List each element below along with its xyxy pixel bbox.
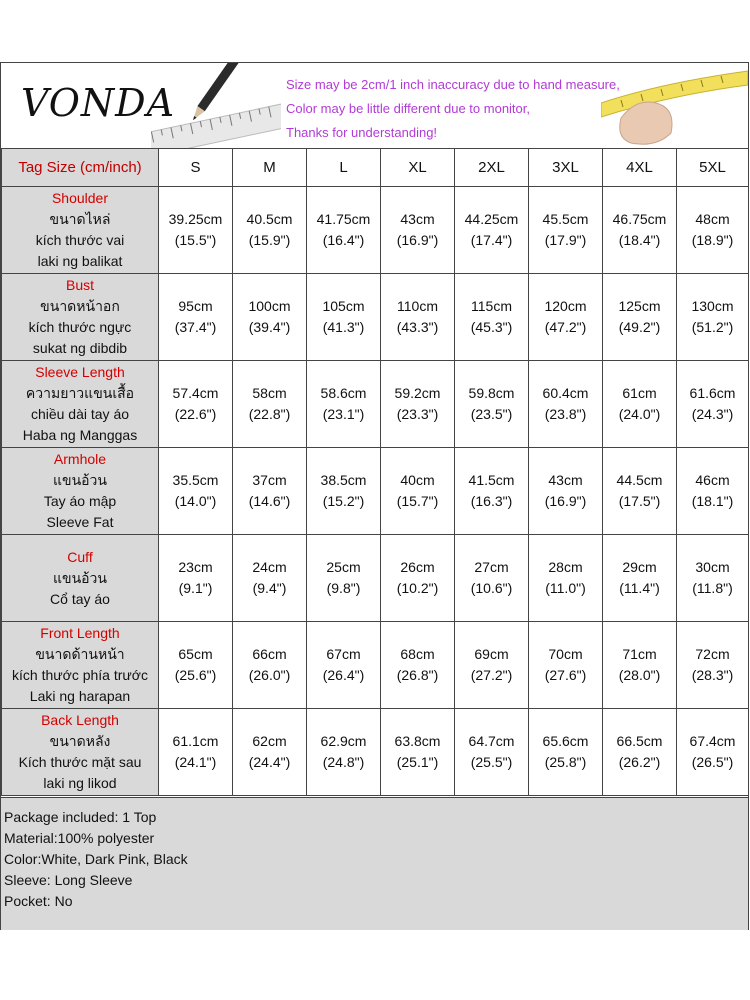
inch-value: (16.9") [544, 493, 587, 509]
inch-value: (26.2") [618, 754, 661, 770]
cm-value: 95cm [178, 298, 213, 314]
measurement-name: Front Length [40, 625, 120, 641]
cm-value: 125cm [618, 298, 661, 314]
cm-value: 48cm [695, 211, 730, 227]
measurement-cell [677, 361, 749, 448]
cm-value: 25cm [326, 559, 361, 575]
inch-value: (9.8") [326, 580, 361, 596]
cm-value: 24cm [252, 559, 287, 575]
disclaimer-notes [286, 73, 620, 145]
cm-value: 61.6cm [689, 385, 736, 401]
inch-value: (11.4") [619, 580, 660, 596]
cm-value: 35.5cm [172, 472, 219, 488]
cm-value: 43cm [400, 211, 435, 227]
measurement-cell [307, 361, 381, 448]
inch-value: (26.5") [691, 754, 734, 770]
measurement-cell [307, 535, 381, 622]
measurement-name: Cuff [67, 548, 93, 565]
cm-value: 27cm [474, 559, 509, 575]
cm-value: 61cm [622, 385, 657, 401]
inch-value: (23.8") [544, 406, 587, 422]
product-details [1, 797, 748, 930]
measuring-tape-icon [601, 63, 748, 148]
inch-value: (11.0") [545, 580, 586, 596]
cm-value: 110cm [397, 298, 438, 314]
cm-value: 65cm [178, 646, 213, 662]
inch-value: (18.4") [618, 232, 661, 248]
measurement-cell [159, 361, 233, 448]
measurement-translation: kích thước phía trước [12, 667, 148, 683]
inch-value: (9.1") [178, 580, 213, 596]
size-header: 5XL [677, 149, 749, 187]
cm-value: 72cm [695, 646, 730, 662]
measurement-cell [455, 448, 529, 535]
cm-value: 67cm [326, 646, 361, 662]
measurement-row [2, 187, 749, 274]
measurement-cell [603, 709, 677, 796]
measurement-cell [233, 622, 307, 709]
measurement-cell [307, 187, 381, 274]
size-header: 4XL [603, 149, 677, 187]
measurement-translation: แขนอ้วน [52, 569, 107, 586]
measurement-cell [677, 448, 749, 535]
measurement-cell [529, 709, 603, 796]
inch-value: (16.3") [470, 493, 513, 509]
measurement-translation: sukat ng dibdib [32, 340, 128, 356]
inch-value: (17.9") [544, 232, 587, 248]
cm-value: 26cm [400, 559, 435, 575]
measurement-label [2, 448, 159, 535]
inch-value: (45.3") [470, 319, 513, 335]
inch-value: (14.0") [174, 493, 217, 509]
inch-value: (37.4") [174, 319, 217, 335]
cm-value: 63.8cm [394, 733, 441, 749]
measurement-cell [159, 709, 233, 796]
inch-value: (23.3") [396, 406, 439, 422]
cm-value: 30cm [695, 559, 730, 575]
cm-value: 62.9cm [320, 733, 367, 749]
measurement-translation: Laki ng harapan [29, 688, 131, 704]
cm-value: 69cm [474, 646, 509, 662]
inch-value: (25.5") [470, 754, 513, 770]
table-body [2, 187, 749, 796]
measurement-cell [233, 709, 307, 796]
inch-value: (11.8") [692, 580, 733, 596]
cm-value: 41.75cm [316, 211, 371, 227]
measurement-cell [455, 361, 529, 448]
size-header: 2XL [455, 149, 529, 187]
measurement-cell [677, 274, 749, 361]
pencil-ruler-icon [151, 63, 281, 148]
measurement-cell [455, 187, 529, 274]
inch-value: (15.9") [248, 232, 291, 248]
measurement-cell [233, 535, 307, 622]
inch-value: (49.2") [618, 319, 661, 335]
measurement-row [2, 622, 749, 709]
measurement-translation: kích thước vai [35, 232, 125, 248]
measurement-translation: laki ng balikat [37, 253, 123, 269]
measurement-cell [603, 622, 677, 709]
cm-value: 67.4cm [689, 733, 736, 749]
measurement-cell [455, 535, 529, 622]
size-header: 3XL [529, 149, 603, 187]
brand-logo: VONDA [21, 81, 176, 125]
measurement-label [2, 535, 159, 622]
inch-value: (9.4") [252, 580, 287, 596]
measurement-translation: Sleeve Fat [46, 514, 114, 530]
inch-value: (18.1") [691, 493, 734, 509]
inch-value: (27.2") [470, 667, 513, 683]
cm-value: 46.75cm [612, 211, 667, 227]
measurement-translation: Cổ tay áo [50, 590, 110, 607]
cm-value: 29cm [622, 559, 657, 575]
inch-value: (27.6") [544, 667, 587, 683]
measurement-translation: ความยาวแขนเสื้อ [25, 385, 135, 401]
measurement-cell [307, 622, 381, 709]
inch-value: (25.6") [174, 667, 217, 683]
measurement-cell [603, 535, 677, 622]
tag-size-header: Tag Size (cm/inch) [2, 149, 159, 187]
measurement-translation: Kích thước mặt sau [18, 754, 142, 770]
measurement-label [2, 622, 159, 709]
cm-value: 59.8cm [468, 385, 515, 401]
measurement-row [2, 709, 749, 796]
detail-line: Package included: 1 Top [4, 809, 157, 825]
measurement-cell [381, 622, 455, 709]
measurement-cell [381, 448, 455, 535]
measurement-translation: Haba ng Manggas [22, 427, 138, 443]
cm-value: 43cm [548, 472, 583, 488]
measurement-row [2, 361, 749, 448]
measurement-cell [159, 622, 233, 709]
inch-value: (24.1") [174, 754, 217, 770]
size-table [1, 148, 749, 796]
measurement-label [2, 361, 159, 448]
measurement-cell [381, 709, 455, 796]
inch-value: (15.7") [396, 493, 439, 509]
detail-line: Color:White, Dark Pink, Black [4, 851, 188, 867]
cm-value: 57.4cm [172, 385, 219, 401]
measurement-cell [677, 187, 749, 274]
measurement-label [2, 709, 159, 796]
note-line: Thanks for understanding! [286, 125, 438, 140]
inch-value: (26.0") [248, 667, 291, 683]
cm-value: 61.1cm [172, 733, 219, 749]
size-header: L [307, 149, 381, 187]
measurement-cell [529, 622, 603, 709]
size-chart-sheet [0, 62, 749, 930]
cm-value: 62cm [252, 733, 287, 749]
measurement-cell [381, 361, 455, 448]
cm-value: 28cm [548, 559, 583, 575]
measurement-cell [381, 274, 455, 361]
measurement-translation: Tay áo mập [43, 493, 117, 509]
measurement-cell [307, 709, 381, 796]
cm-value: 39.25cm [168, 211, 223, 227]
size-header: M [233, 149, 307, 187]
cm-value: 130cm [691, 298, 734, 314]
size-header: XL [381, 149, 455, 187]
measurement-cell [677, 622, 749, 709]
size-header-row [2, 149, 749, 187]
measurement-cell [233, 274, 307, 361]
measurement-cell [529, 448, 603, 535]
measurement-name: Back Length [41, 712, 119, 728]
measurement-cell [455, 709, 529, 796]
measurement-cell [159, 274, 233, 361]
inch-value: (24.0") [618, 406, 661, 422]
measurement-translation: kích thước ngực [28, 319, 132, 335]
measurement-cell [677, 535, 749, 622]
measurement-label [2, 274, 159, 361]
measurement-cell [529, 274, 603, 361]
measurement-cell [529, 187, 603, 274]
measurement-cell [529, 361, 603, 448]
measurement-cell [233, 187, 307, 274]
measurement-translation: ขนาดไหล่ [49, 211, 111, 227]
measurement-cell [381, 187, 455, 274]
cm-value: 41.5cm [468, 472, 515, 488]
inch-value: (10.6") [470, 580, 513, 596]
measurement-name: Shoulder [51, 190, 109, 206]
cm-value: 44.25cm [464, 211, 519, 227]
cm-value: 46cm [695, 472, 730, 488]
measurement-translation: ขนาดหน้าอก [40, 298, 120, 314]
cm-value: 100cm [248, 298, 291, 314]
inch-value: (41.3") [322, 319, 365, 335]
measurement-cell [233, 361, 307, 448]
note-line: Size may be 2cm/1 inch inaccuracy due to hand measure, [286, 77, 620, 92]
inch-value: (25.8") [544, 754, 587, 770]
inch-value: (24.8") [322, 754, 365, 770]
measurement-row [2, 535, 749, 622]
measurement-row [2, 448, 749, 535]
measurement-translation: ขนาดด้านหน้า [35, 646, 125, 662]
measurement-cell [603, 274, 677, 361]
measurement-name: Armhole [53, 451, 107, 467]
cm-value: 40cm [400, 472, 435, 488]
cm-value: 71cm [622, 646, 657, 662]
measurement-cell [233, 448, 307, 535]
cm-value: 105cm [322, 298, 365, 314]
cm-value: 115cm [471, 298, 512, 314]
cm-value: 44.5cm [616, 472, 663, 488]
cm-value: 66cm [252, 646, 287, 662]
measurement-cell [307, 274, 381, 361]
inch-value: (14.6") [248, 493, 291, 509]
detail-line: Pocket: No [4, 893, 73, 909]
inch-value: (47.2") [544, 319, 587, 335]
cm-value: 60.4cm [542, 385, 589, 401]
inch-value: (39.4") [248, 319, 291, 335]
measurement-cell [677, 709, 749, 796]
inch-value: (15.5") [174, 232, 217, 248]
inch-value: (15.2") [322, 493, 365, 509]
inch-value: (28.3") [691, 667, 734, 683]
inch-value: (23.5") [470, 406, 513, 422]
measurement-translation: chiều dài tay áo [30, 406, 130, 422]
cm-value: 65.6cm [542, 733, 589, 749]
cm-value: 66.5cm [616, 733, 663, 749]
inch-value: (26.4") [322, 667, 365, 683]
note-line: Color may be little different due to monitor, [286, 101, 530, 116]
measurement-label [2, 187, 159, 274]
inch-value: (16.4") [322, 232, 365, 248]
measurement-cell [455, 622, 529, 709]
measurement-cell [307, 448, 381, 535]
inch-value: (24.3") [691, 406, 734, 422]
measurement-cell [159, 448, 233, 535]
inch-value: (17.4") [470, 232, 513, 248]
cm-value: 40.5cm [246, 211, 293, 227]
detail-line: Material:100% polyester [4, 830, 155, 846]
cm-value: 59.2cm [394, 385, 441, 401]
measurement-cell [603, 448, 677, 535]
measurement-translation: ขนาดหลัง [49, 733, 111, 749]
inch-value: (16.9") [396, 232, 439, 248]
cm-value: 37cm [252, 472, 287, 488]
inch-value: (22.6") [174, 406, 217, 422]
measurement-cell [455, 274, 529, 361]
inch-value: (51.2") [691, 319, 734, 335]
measurement-cell [159, 187, 233, 274]
measurement-cell [159, 535, 233, 622]
cm-value: 23cm [178, 559, 213, 575]
inch-value: (22.8") [248, 406, 291, 422]
size-header: S [159, 149, 233, 187]
measurement-cell [381, 535, 455, 622]
inch-value: (26.8") [396, 667, 439, 683]
cm-value: 70cm [548, 646, 583, 662]
inch-value: (43.3") [396, 319, 439, 335]
inch-value: (18.9") [691, 232, 734, 248]
cm-value: 120cm [544, 298, 587, 314]
measurement-cell [529, 535, 603, 622]
cm-value: 45.5cm [542, 211, 589, 227]
detail-line: Sleeve: Long Sleeve [4, 872, 133, 888]
inch-value: (23.1") [322, 406, 365, 422]
measurement-cell [603, 361, 677, 448]
header-banner [1, 63, 748, 149]
measurement-translation: laki ng likod [43, 775, 117, 791]
measurement-cell [603, 187, 677, 274]
inch-value: (17.5") [618, 493, 661, 509]
cm-value: 38.5cm [320, 472, 367, 488]
inch-value: (24.4") [248, 754, 291, 770]
measurement-name: Bust [65, 277, 94, 293]
inch-value: (10.2") [396, 580, 439, 596]
cm-value: 64.7cm [468, 733, 515, 749]
measurement-row [2, 274, 749, 361]
cm-value: 58cm [252, 385, 287, 401]
cm-value: 68cm [400, 646, 435, 662]
inch-value: (28.0") [618, 667, 661, 683]
inch-value: (25.1") [396, 754, 439, 770]
measurement-name: Sleeve Length [35, 364, 125, 380]
cm-value: 58.6cm [320, 385, 367, 401]
measurement-translation: แขนอ้วน [52, 472, 107, 488]
